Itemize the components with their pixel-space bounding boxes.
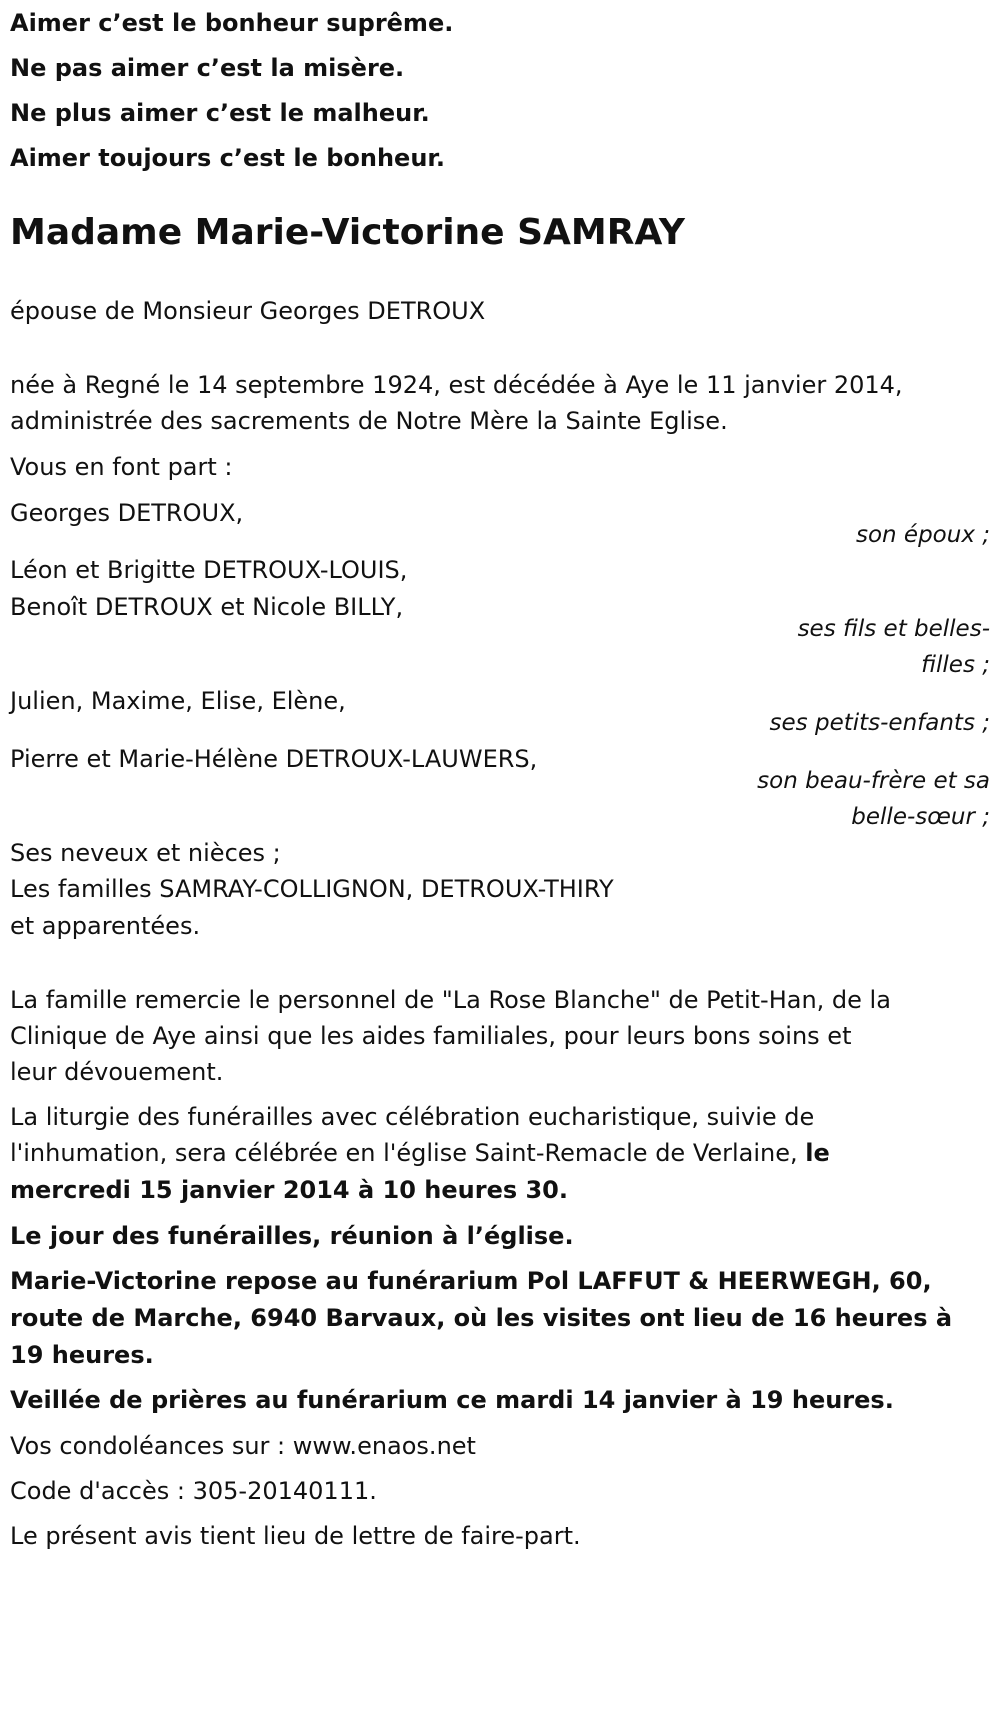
liturgy-date: mercredi 15 janvier 2014 à 10 heures 30. — [10, 1176, 568, 1204]
quote-line: Aimer c’est le bonheur suprême. — [10, 9, 454, 37]
others-line: Les familles SAMRAY-COLLIGNON, DETROUX-THIRY — [10, 875, 614, 903]
quote-line: Ne plus aimer c’est le malheur. — [10, 99, 430, 127]
quote-line: Aimer toujours c’est le bonheur. — [10, 144, 445, 172]
family-names: Léon et Brigitte DETROUX-LOUIS, — [10, 556, 408, 584]
condolences-line: Vos condoléances sur : www.enaos.net — [10, 1432, 476, 1460]
family-role: ses fils et belles-filles ; — [797, 616, 990, 678]
thanks-line: leur dévouement. — [10, 1058, 224, 1086]
family-role: son beau-frère et sa belle-sœur ; — [757, 768, 990, 830]
family-names: Georges DETROUX, — [10, 499, 244, 527]
closing-line: Le présent avis tient lieu de lettre de faire-part. — [10, 1522, 581, 1550]
others-line: et apparentées. — [10, 912, 201, 940]
thanks-line: Clinique de Aye ainsi que les aides familiales, pour leurs bons soins et — [10, 1022, 852, 1050]
deceased-name: Madame Marie-Victorine SAMRAY — [10, 212, 685, 253]
family-role: ses petits-enfants ; — [769, 710, 990, 736]
sacraments-line: administrée des sacrements de Notre Mère la Sainte Eglise. — [10, 407, 728, 435]
vigil-line: Veillée de prières au funérarium ce mardi 14 janvier à 19 heures. — [10, 1386, 894, 1414]
announcement-intro: Vous en font part : — [10, 453, 233, 481]
family-names: Julien, Maxime, Elise, Elène, — [10, 687, 346, 715]
liturgy-line — [10, 1138, 830, 1168]
funerarium-line: route de Marche, 6940 Barvaux, où les visites ont lieu de 16 heures à — [10, 1304, 953, 1332]
thanks-line: La famille remercie le personnel de "La Rose Blanche" de Petit-Han, de la — [10, 986, 891, 1014]
family-names: Pierre et Marie-Hélène DETROUX-LAUWERS, — [10, 745, 538, 773]
quote-line: Ne pas aimer c’est la misère. — [10, 54, 405, 82]
meeting-line: Le jour des funérailles, réunion à l’église. — [10, 1222, 574, 1250]
family-names: Benoît DETROUX et Nicole BILLY, — [10, 593, 404, 621]
liturgy-date-lead: le — [805, 1139, 830, 1167]
access-code-line: Code d'accès : 305-20140111. — [10, 1477, 377, 1505]
liturgy-line: La liturgie des funérailles avec célébration eucharistique, suivie de — [10, 1103, 815, 1131]
family-role: son époux ; — [855, 522, 990, 548]
funerarium-line: 19 heures. — [10, 1341, 154, 1369]
spouse-line: épouse de Monsieur Georges DETROUX — [10, 297, 486, 325]
birth-death-line: née à Regné le 14 septembre 1924, est décédée à Aye le 11 janvier 2014, — [10, 371, 903, 399]
funerarium-line: Marie-Victorine repose au funérarium Pol LAFFUT & HEERWEGH, 60, — [10, 1267, 932, 1295]
others-line: Ses neveux et nièces ; — [10, 839, 281, 867]
liturgy-text: l'inhumation, sera célébrée en l'église Saint-Remacle de Verlaine, — [10, 1139, 806, 1167]
